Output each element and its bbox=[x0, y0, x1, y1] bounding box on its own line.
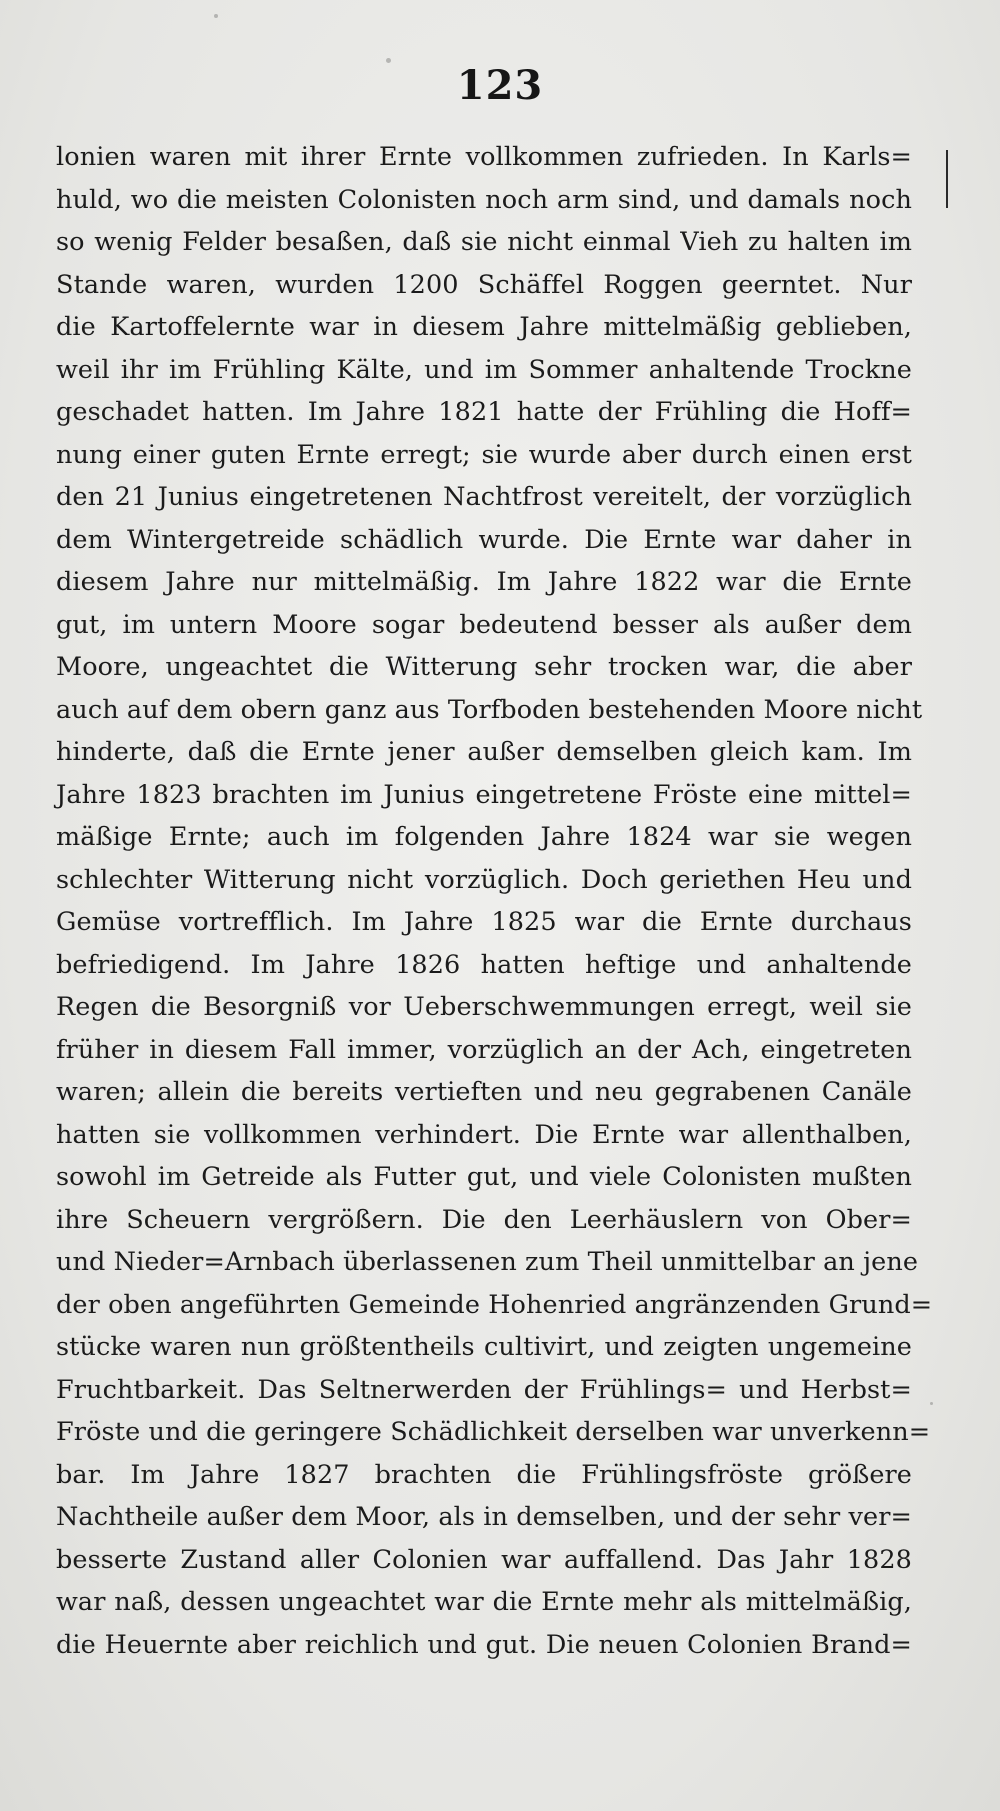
text-line: den 21 Junius eingetretenen Nachtfrost vereitelt, der vorzüglich bbox=[56, 482, 912, 512]
body-text bbox=[56, 136, 933, 1666]
text-line: schlechter Witterung nicht vorzüglich. Doch geriethen Heu und bbox=[56, 864, 912, 895]
paper-speck bbox=[214, 14, 218, 18]
margin-mark bbox=[946, 150, 948, 208]
text-line: Moore, ungeachtet die Witterung sehr trocken war, die aber bbox=[56, 652, 912, 682]
text-line: Nachtheile außer dem Moor, als in demselben, und der sehr ver= bbox=[56, 1502, 912, 1532]
text-line: weil ihr im Frühling Kälte, und im Sommer anhaltende Trockne bbox=[56, 354, 912, 385]
text-line: so wenig Felder besaßen, daß sie nicht einmal Vieh zu halten im bbox=[56, 227, 912, 257]
text-line: diesem Jahre nur mittelmäßig. Im Jahre 1822 war die Ernte bbox=[56, 567, 912, 597]
text-line: Fröste und die geringere Schädlichkeit derselben war unverkenn= bbox=[56, 1417, 931, 1447]
text-line: früher in diesem Fall immer, vorzüglich an der Ach, eingetreten bbox=[56, 1034, 912, 1065]
text-line: auch auf dem obern ganz aus Torfboden bestehenden Moore nicht bbox=[56, 694, 923, 725]
text-line: waren; allein die bereits vertieften und neu gegrabenen Canäle bbox=[56, 1077, 912, 1107]
text-line: bar. Im Jahre 1827 brachten die Frühlingsfröste größere bbox=[56, 1459, 912, 1490]
text-line: nung einer guten Ernte erregt; sie wurde aber durch einen erst bbox=[56, 439, 912, 470]
text-line: huld, wo die meisten Colonisten noch arm sind, und damals noch bbox=[56, 184, 912, 215]
text-line: geschadet hatten. Im Jahre 1821 hatte der Frühling die Hoff= bbox=[56, 397, 912, 427]
text-line: war naß, dessen ungeachtet war die Ernte mehr als mittelmäßig, bbox=[56, 1587, 912, 1617]
text-line: hinderte, daß die Ernte jener außer demselben gleich kam. Im bbox=[56, 737, 912, 767]
text-line: lonien waren mit ihrer Ernte vollkommen zufrieden. In Karls= bbox=[56, 142, 912, 172]
text-line: gut, im untern Moore sogar bedeutend besser als außer dem bbox=[56, 609, 912, 640]
text-line: stücke waren nun größtentheils cultivirt, und zeigten ungemeine bbox=[56, 1332, 912, 1362]
text-line: mäßige Ernte; auch im folgenden Jahre 1824 war sie wegen bbox=[56, 822, 912, 852]
text-line: Stande waren, wurden 1200 Schäffel Roggen geerntet. Nur bbox=[56, 269, 912, 300]
text-line: sowohl im Getreide als Futter gut, und viele Colonisten mußten bbox=[56, 1162, 912, 1192]
text-line: Jahre 1823 brachten im Junius eingetretene Fröste eine mittel= bbox=[56, 779, 912, 810]
text-line: Gemüse vortrefflich. Im Jahre 1825 war die Ernte durchaus bbox=[56, 907, 912, 937]
text-line: und Nieder=Arnbach überlassenen zum Theil unmittelbar an jene bbox=[56, 1247, 919, 1277]
text-line: Regen die Besorgniß vor Ueberschwemmungen erregt, weil sie bbox=[56, 992, 912, 1022]
paper-speck bbox=[930, 1402, 933, 1405]
text-line: dem Wintergetreide schädlich wurde. Die Ernte war daher in bbox=[56, 524, 912, 555]
page-number: 123 bbox=[456, 62, 544, 109]
text-line: hatten sie vollkommen verhindert. Die Ernte war allenthalben, bbox=[56, 1119, 912, 1150]
text-line: der oben angeführten Gemeinde Hohenried angränzenden Grund= bbox=[56, 1289, 933, 1320]
text-line: ihre Scheuern vergrößern. Die den Leerhäuslern von Ober= bbox=[56, 1204, 912, 1235]
text-line: die Heuernte aber reichlich und gut. Die neuen Colonien Brand= bbox=[56, 1629, 912, 1660]
text-line: die Kartoffelernte war in diesem Jahre mittelmäßig geblieben, bbox=[56, 312, 912, 342]
text-line: befriedigend. Im Jahre 1826 hatten heftige und anhaltende bbox=[56, 949, 912, 980]
text-line: Fruchtbarkeit. Das Seltnerwerden der Frühlings= und Herbst= bbox=[56, 1374, 912, 1405]
text-line: besserte Zustand aller Colonien war auffallend. Das Jahr 1828 bbox=[56, 1544, 912, 1575]
